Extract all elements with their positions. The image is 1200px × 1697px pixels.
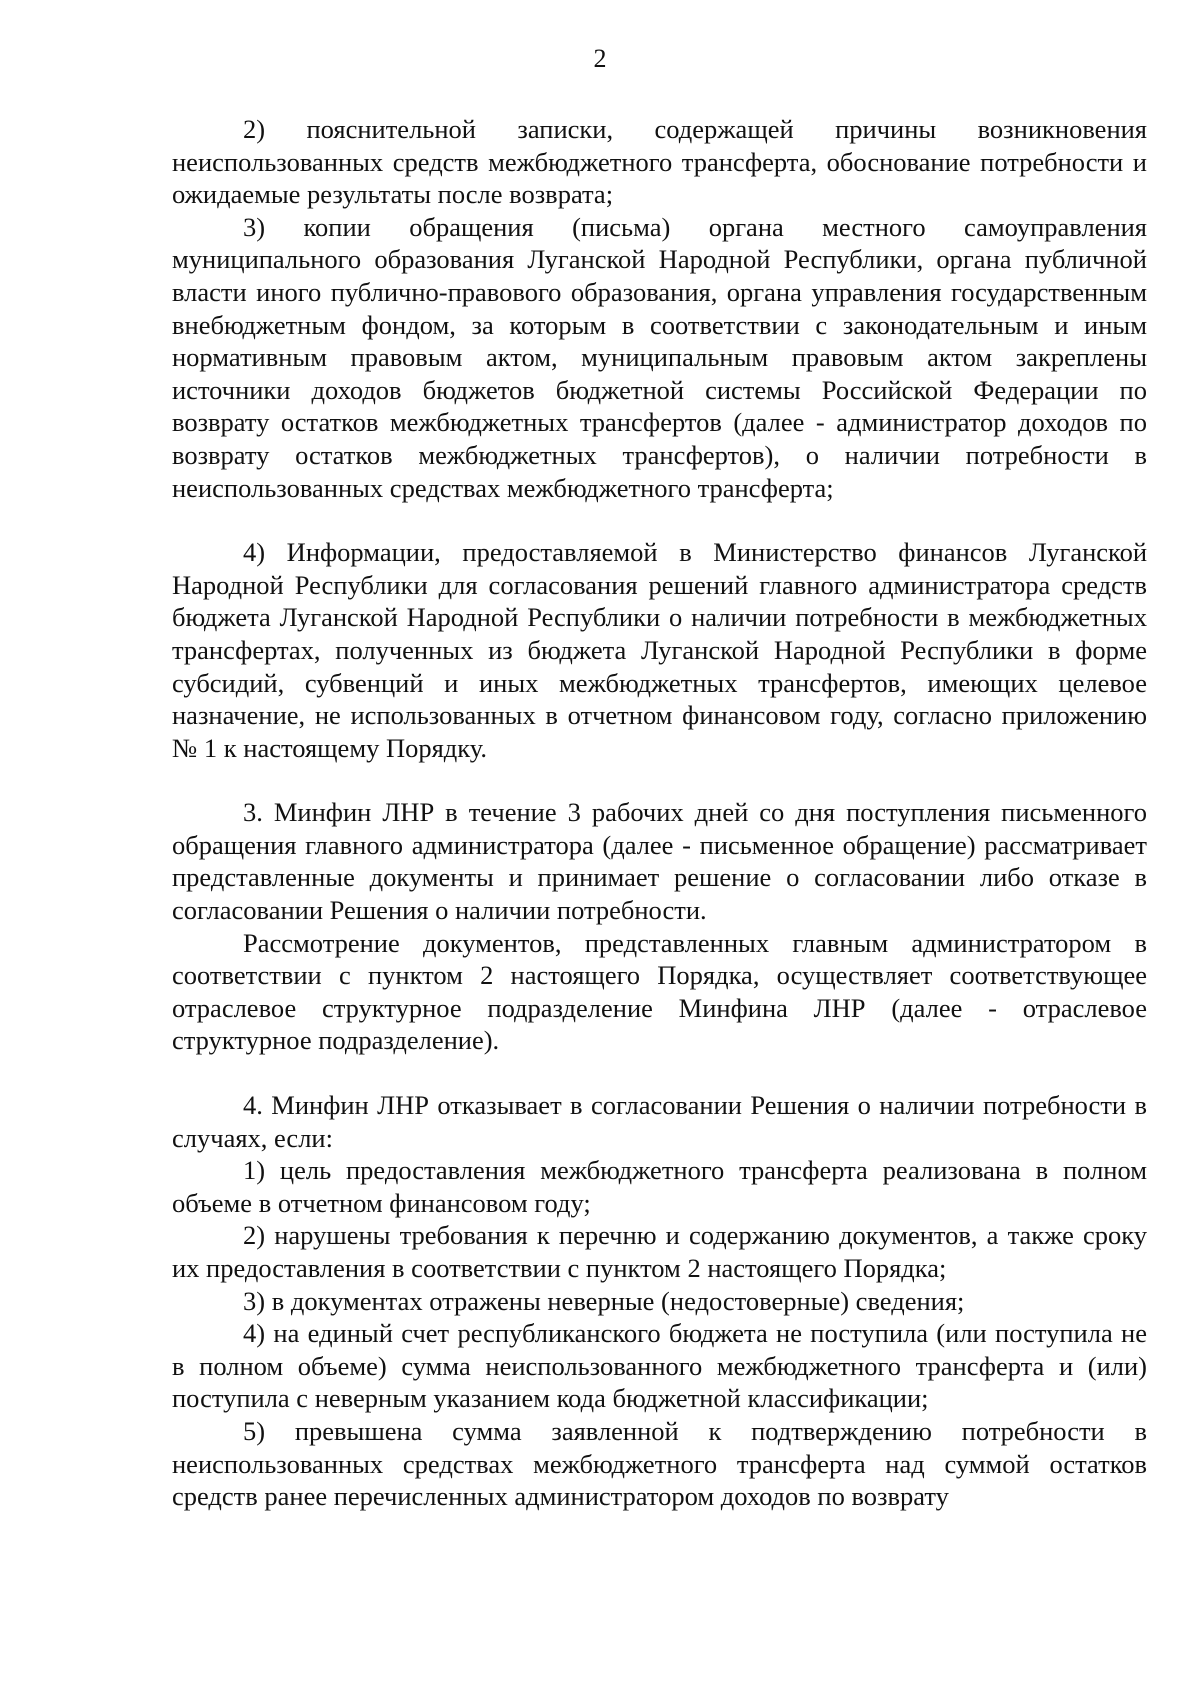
- paragraph-item-4-information: 4) Информации, предоставляемой в Министерство финансов Луганской Народной Республики для согласования решений главного администратора средств бюджета Луганской Народной Республики о наличии потребности в межбюджетных трансфертах, полученных из бюджета Луганской Народной Республики в форме субсидий, субвенций и иных межбюджетных трансфертов, имеющих целевое назначение, не использованных в отчетном финансовом году, согласно приложению № 1 к настоящему Порядку.: [172, 537, 1147, 763]
- paragraph-section-3-review: Рассмотрение документов, представленных главным администратором в соответствии с пунктом 2 настоящего Порядка, осуществляет соответствующее отраслевое структурное подразделение Минфина ЛНР (далее - отраслевое структурное подразделение).: [172, 927, 1147, 1056]
- paragraph-section-3: 3. Минфин ЛНР в течение 3 рабочих дней со дня поступления письменного обращения главного администратора (далее - письменное обращение) рассматривает представленные документы и принимает решение о согласовании либо отказе в согласовании Решения о наличии потребности.: [172, 797, 1147, 926]
- document-body: [172, 113, 1147, 1513]
- paragraph-refusal-reason-5: 5) превышена сумма заявленной к подтверждению потребности в неиспользованных средствах межбюджетного трансферта над суммой остатков средств ранее перечисленных администратором доходов по возврату: [172, 1415, 1147, 1512]
- paragraph-item-3-appeal-copy: 3) копии обращения (письма) органа местного самоуправления муниципального образования Луганской Народной Республики, органа публичной власти иного публично-правового образования, органа управления государственным внебюджетным фондом, за которым в соответствии с законодательным и иным нормативным правовым актом, муниципальным правовым актом закреплены источники доходов бюджетов бюджетной системы Российской Федерации по возврату остатков межбюджетных трансфертов (далее - администратор доходов по возврату остатков межбюджетных трансфертов), о наличии потребности в неиспользованных средствах межбюджетного трансферта;: [172, 211, 1147, 503]
- paragraph-refusal-reason-1: 1) цель предоставления межбюджетного трансферта реализована в полном объеме в отчетном финансовом году;: [172, 1155, 1147, 1218]
- paragraph-refusal-reason-3: 3) в документах отражены неверные (недостоверные) сведения;: [243, 1285, 965, 1316]
- paragraph-refusal-reason-4: 4) на единый счет республиканского бюджета не поступила (или поступила не в полном объеме) сумма неиспользованного межбюджетного трансферта и (или) поступила с неверным указанием кода бюджетной классификации;: [172, 1318, 1147, 1414]
- paragraph-refusal-reason-2: 2) нарушены требования к перечню и содержанию документов, а также сроку их предоставления в соответствии с пунктом 2 настоящего Порядка;: [172, 1220, 1147, 1283]
- paragraph-item-2-explanatory-note: 2) пояснительной записки, содержащей причины возникновения неиспользованных средств межбюджетного трансферта, обоснование потребности и ожидаемые результаты после возврата;: [172, 114, 1147, 210]
- paragraph-section-4: 4. Минфин ЛНР отказывает в согласовании Решения о наличии потребности в случаях, если:: [172, 1090, 1147, 1153]
- page-number: 2: [593, 44, 607, 73]
